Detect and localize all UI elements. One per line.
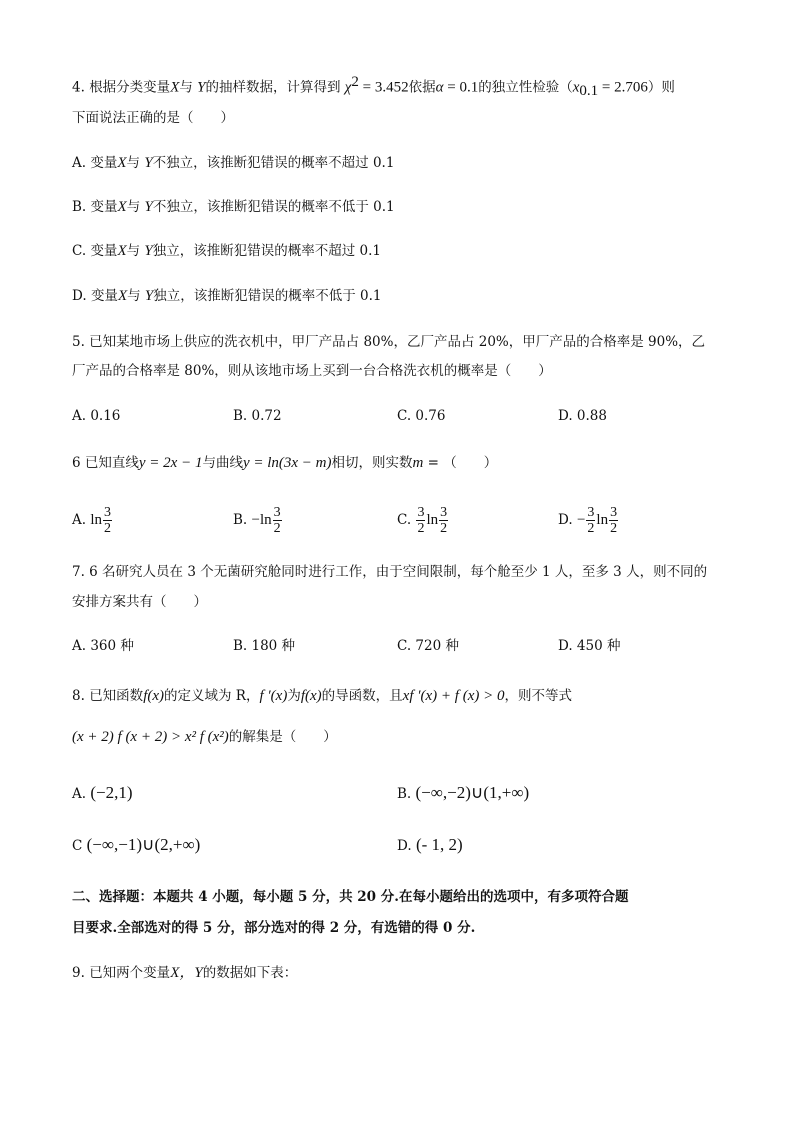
q5-option-b[interactable]: B. 0.72: [233, 408, 282, 424]
q5-option-d[interactable]: D. 0.88: [558, 408, 607, 424]
fraction: $\frac{3}{2}$: [610, 505, 618, 536]
q7-line1: 7. 6 名研究人员在 3 个无菌研究舱同时进行工作，由于空间限制，每个舱至少 1 人，至多 3 人，则不同的: [72, 564, 708, 580]
section2-heading-line2: 目要求.全部选对的得 5 分，部分选对的得 2 分，有选错的得 0 分.: [72, 920, 476, 936]
q8-option-a[interactable]: A. (−2,1): [72, 783, 133, 802]
q7-option-b[interactable]: B. 180 种: [233, 638, 296, 654]
q8-option-b[interactable]: B. (−∞,−2)∪(1,+∞): [397, 783, 530, 802]
section2-heading-line1: 二、选择题：本题共 4 小题，每小题 5 分，共 20 分.在每小题给出的选项中，有多项符合题: [72, 889, 629, 905]
fraction: $\frac{3}{2}$: [104, 505, 112, 536]
q6-option-a[interactable]: A. ln $\frac{3}{2}$: [72, 505, 112, 536]
q4-option-a[interactable]: A. 变量X与 Y不独立，该推断犯错误的概率不超过 0.1: [72, 155, 395, 171]
q6-option-d[interactable]: D. − $\frac{3}{2}$ ln $\frac{3}{2}$: [558, 505, 618, 536]
fraction: $\frac{3}{2}$: [417, 505, 425, 536]
q5-line2: 厂产品的合格率是 80%，则从该地市场上买到一台合格洗衣机的概率是（ ）: [72, 363, 552, 379]
q4-line1: 4. 根据分类变量X与 Y的抽样数据，计算得到 $\chi^2 = 3.452$依据α = 0.1的独立性检验$(x_{0.1} = 2.706)$则: [72, 74, 675, 100]
q8-line1: 8. 已知函数f(x)的定义域为 R，f ′(x)为f(x)的导函数，且xf ′(x) + f (x) > 0，则不等式: [72, 688, 572, 704]
q8-line2: (x + 2) f (x + 2) > x² f (x²)的解集是（ ）: [72, 729, 337, 745]
fraction: $\frac{3}{2}$: [587, 505, 595, 536]
q7-option-a[interactable]: A. 360 种: [72, 638, 134, 654]
fraction: $\frac{3}{2}$: [273, 505, 281, 536]
q7-option-d[interactable]: D. 450 种: [558, 638, 621, 654]
q5-line1: 5. 已知某地市场上供应的洗衣机中，甲厂产品占 80%，乙厂产品占 20%，甲厂产品的合格率是 90%，乙: [72, 334, 706, 350]
q9-line1: 9. 已知两个变量X，Y的数据如下表：: [72, 965, 298, 981]
q5-option-c[interactable]: C. 0.76: [397, 408, 446, 424]
q6-line1: 6 已知直线y = 2x − 1与曲线y = ln(3x − m)相切，则实数m = （ ）: [72, 455, 498, 471]
q4-line2: 下面说法正确的是（ ）: [72, 110, 234, 126]
q4-option-d[interactable]: D. 变量X与 Y独立，该推断犯错误的概率不低于 0.1: [72, 288, 382, 304]
q5-option-a[interactable]: A. 0.16: [72, 408, 121, 424]
q6-option-b[interactable]: B. −ln $\frac{3}{2}$: [233, 505, 281, 536]
q4-option-c[interactable]: C. 变量X与 Y独立，该推断犯错误的概率不超过 0.1: [72, 243, 382, 259]
q7-line2: 安排方案共有（ ）: [72, 594, 207, 610]
q8-option-c[interactable]: C (−∞,−1)∪(2,+∞): [72, 835, 201, 854]
q4-option-b[interactable]: B. 变量X与 Y不独立，该推断犯错误的概率不低于 0.1: [72, 199, 395, 215]
q8-option-d[interactable]: D. (- 1, 2): [397, 835, 463, 854]
q7-option-c[interactable]: C. 720 种: [397, 638, 459, 654]
fraction: $\frac{3}{2}$: [440, 505, 448, 536]
q6-option-c[interactable]: C. $\frac{3}{2}$ ln $\frac{3}{2}$: [397, 505, 448, 536]
